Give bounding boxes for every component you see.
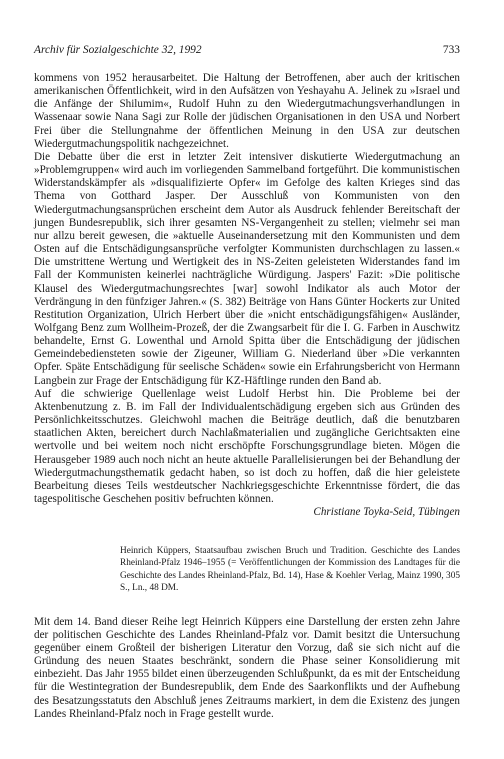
paragraph: Die Debatte über die erst in letzter Zeit intensiver diskutierte Wiedergutmachung an »Problemgruppen« wird auch im vorliegenden Sammelband fortgeführt. Die kommunistischen Widerstandskämpfer als »disqualifizierte Opfer« im Gefolge des kalten Krieges sind das Thema von Gotthard Jasper. Der Ausschluß von Kommunisten von den Wiedergutmachungsansprüchen erscheint dem Autor als Ausdruck fehlender Bereitschaft der jungen Bundesrepublik, sich ihrer gesamten NS-Vergangenheit zu stellen; vielmehr sei man nur allzu bereit gewesen, die »aktuelle Auseinandersetzung mit den Kommunisten und dem Osten auf die Entschädigungsansprüche verfolgter Kommunisten durchschlagen zu lassen.« Die umstrittene Wertung und Wertigkeit des in NS-Zeiten geleisteten Widerstandes fand im Fall der Kommunisten keinerlei nachträgliche Würdigung. Jaspers' Fazit: »Die politische Klausel des Wiedergutmachungsrechtes [war] sowohl Indikator als auch Motor der Verdrängung in den fünfziger Jahren.« (S. 382) Beiträge von Hans Günter Hockerts zur United Restitution Organization, Ulrich Herbert über die »nicht entschädigungsfähigen« Ausländer, Wolfgang Benz zum Wollheim-Prozeß, der die Zwangsarbeit für die I. G. Farben in Auschwitz behandelte, Ernst G. Lowenthal und Arnold Spitta über die Entschädigung der jüdischen Gemeindebediensteten sowie der Zigeuner, William G. Niederland über »Die verkannten Opfer. Späte Entschädigung für seelische Schäden« sowie ein Erfahrungsbericht von Hermann Langbein zur Frage der Entschädigung für KZ-Häftlinge runden den Band ab. (34, 150, 460, 387)
book-citation: Heinrich Küppers, Staatsaufbau zwischen Bruch und Tradition. Geschichte des Landes Rheinland-Pfalz 1946–1955 (= Veröffentlichungen der Kommission des Landtages für die Geschichte des Landes Rheinland-Pfalz, Bd. 14), Hase & Koehler Verlag, Mainz 1990, 305 S., Ln., 48 DM. (120, 546, 460, 593)
reviewer-signature: Christiane Toyka-Seid, Tübingen (313, 506, 460, 519)
running-head (34, 44, 460, 56)
paragraph: kommens von 1952 herausarbeitet. Die Haltung der Betroffenen, aber auch der kritischen amerikanischen Öffentlichkeit, wird in den Aufsätzen von Yeshayahu A. Jelinek zu »Israel und die Anfänge der Shilumim«, Rudolf Huhn zu den Wiedergutmachungsverhandlungen in Wassenaar sowie Nana Sagi zur Rolle der jüdischen Organisationen in den USA und Norbert Frei über die Stellungnahme der öffentlichen Meinung in den USA zur deutschen Wiedergutmachungspolitik nachgezeichnet. (34, 72, 460, 150)
paragraph: Mit dem 14. Band dieser Reihe legt Heinrich Küppers eine Darstellung der ersten zehn Jahre der politischen Geschichte des Landes Rheinland-Pfalz vor. Damit besitzt die Untersuchung gegenüber einem Großteil der bisherigen Literatur den Vorzug, daß sie sich nicht auf die Gründung des neuen Staates beschränkt, sondern die Phase seiner Konsolidierung mit einbezieht. Das Jahr 1955 bildet einen überzeugenden Schlußpunkt, da es mit der Entscheidung für die Westintegration der Bundesrepublik, dem Ende des Saarkonflikts und der Aufhebung des Besatzungsstatuts den Abschluß jenes Zeitraums markiert, in dem die Existenz des jungen Landes Rheinland-Pfalz noch in Frage gestellt wurde. (34, 615, 460, 720)
page-number: 733 (442, 44, 460, 56)
paragraph: Auf die schwierige Quellenlage weist Ludolf Herbst hin. Die Probleme bei der Aktenbenutzung z. B. im Fall der Individualentschädigung ergeben sich aus Gründen des Persönlichkeitsschutzes. Gleichwohl machen die Beiträge deutlich, daß die benutzbaren staatlichen Akten, bereichert durch Nachlaßmaterialien und zugängliche Gerichtsakten eine wertvolle und bei weitem noch nicht erschöpfte Forschungsgrundlage bieten. Mögen die Herausgeber 1989 auch noch nicht an heute aktuelle Parallelisierungen bei der Behandlung der Wiedergutmachungsthematik gedacht haben, so ist doch zu hoffen, daß die hier geleistete Bearbeitung dieses Teils westdeutscher Nachkriegsgeschichte Erkenntnisse fördert, die das tagespolitische Geschehen positiv befruchten können. (34, 387, 460, 505)
journal-title: Archiv für Sozialgeschichte 32, 1992 (34, 44, 202, 56)
new-review (34, 545, 460, 721)
review-continued (34, 72, 460, 506)
